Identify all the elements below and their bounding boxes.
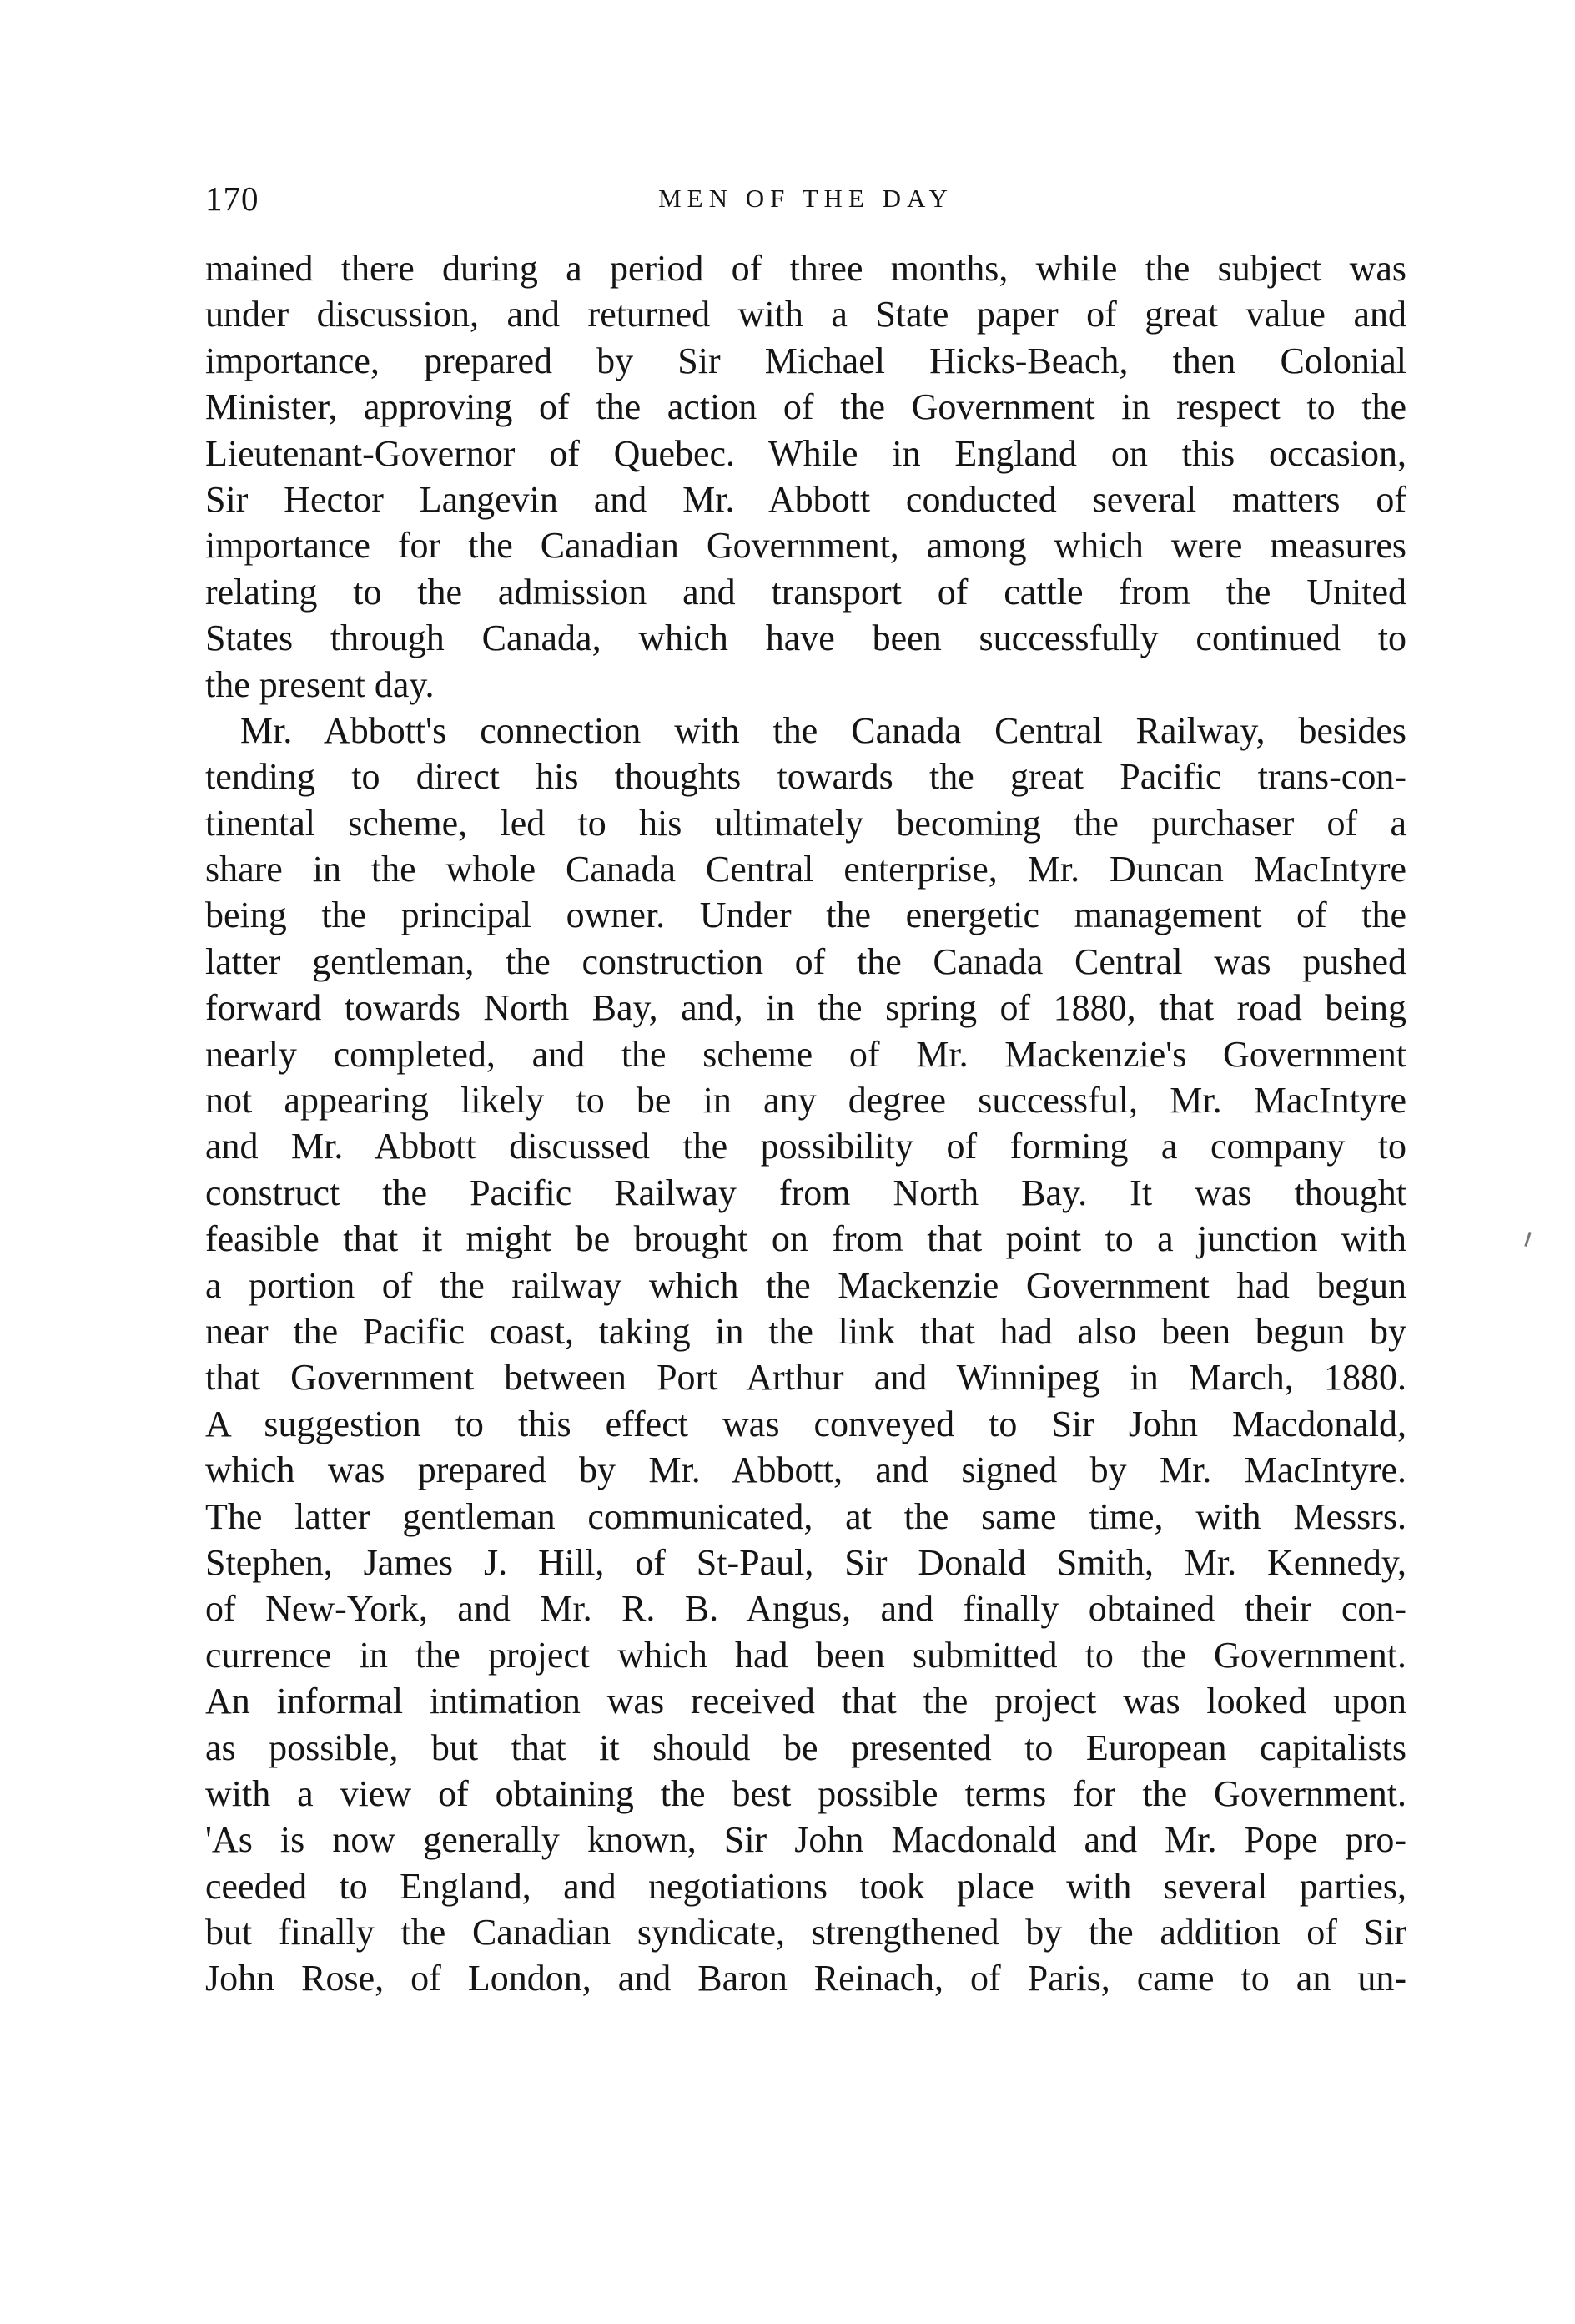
text-line: The latter gentleman communicated, at the same time, with Messrs. <box>205 1495 1406 1537</box>
text-line: not appearing likely to be in any degree successful, Mr. MacIntyre <box>205 1080 1406 1122</box>
text-line: which was prepared by Mr. Abbott, and signed by Mr. MacIntyre. <box>205 1449 1406 1491</box>
text-line: and Mr. Abbott discussed the possibility of forming a company to <box>205 1126 1406 1167</box>
text-line: of New-York, and Mr. R. B. Angus, and finally obtained their con- <box>205 1588 1406 1630</box>
text-line: States through Canada, which have been successfully continued to <box>205 618 1406 659</box>
text-line: Lieutenant-Governor of Quebec. While in England on this occasion, <box>205 432 1406 474</box>
text-line: An informal intimation was received that the project was looked upon <box>205 1681 1406 1722</box>
text-line: being the principal owner. Under the energetic management of the <box>205 895 1406 936</box>
paragraph-end-line: the present day. <box>205 663 435 705</box>
text-line: construct the Pacific Railway from North Bay. It was thought <box>205 1172 1406 1213</box>
text-line: importance, prepared by Sir Michael Hicks-Beach, then Colonial <box>205 340 1406 381</box>
text-line: forward towards North Bay, and, in the spring of 1880, that road being <box>205 987 1406 1029</box>
text-line: tinental scheme, led to his ultimately becoming the purchaser of a <box>205 802 1406 844</box>
text-line: relating to the admission and transport of cattle from the United <box>205 571 1406 613</box>
paragraph-start-line: Mr. Abbott's connection with the Canada Central Railway, besides <box>240 709 1406 751</box>
text-line: under discussion, and returned with a State paper of great value and <box>205 294 1406 335</box>
text-line: 'As is now generally known, Sir John Macdonald and Mr. Pope pro- <box>205 1819 1406 1861</box>
text-line: share in the whole Canada Central enterprise, Mr. Duncan MacIntyre <box>205 849 1406 890</box>
text-line: Stephen, James J. Hill, of St-Paul, Sir Donald Smith, Mr. Kennedy, <box>205 1541 1406 1583</box>
text-line: but finally the Canadian syndicate, strengthened by the addition of Sir <box>205 1912 1406 1953</box>
text-line: feasible that it might be brought on from that point to a junction with <box>205 1218 1406 1260</box>
running-title: MEN OF THE DAY <box>658 184 954 213</box>
text-line: that Government between Port Arthur and Winnipeg in March, 1880. <box>205 1357 1406 1399</box>
text-line: Sir Hector Langevin and Mr. Abbott conducted several matters of <box>205 478 1406 520</box>
text-line: with a view of obtaining the best possible terms for the Government. <box>205 1772 1406 1814</box>
text-line: A suggestion to this effect was conveyed to Sir John Macdonald, <box>205 1403 1406 1444</box>
text-line: ceeded to England, and negotiations took place with several parties, <box>205 1865 1406 1907</box>
text-line: as possible, but that it should be presented to European capitalists <box>205 1727 1406 1768</box>
text-line: John Rose, of London, and Baron Reinach, of Paris, came to an un- <box>205 1958 1406 1999</box>
running-head <box>205 174 1406 224</box>
text-line: currence in the project which had been submitted to the Government. <box>205 1634 1406 1676</box>
text-line: near the Pacific coast, taking in the link that had also been begun by <box>205 1310 1406 1352</box>
text-line: tending to direct his thoughts towards the great Pacific trans-con- <box>205 756 1406 798</box>
text-line: mained there during a period of three months, while the subject was <box>205 248 1406 289</box>
text-line: nearly completed, and the scheme of Mr. Mackenzie's Government <box>205 1033 1406 1075</box>
margin-mark <box>1524 1232 1531 1247</box>
text-line: Minister, approving of the action of the Government in respect to the <box>205 386 1406 428</box>
text-line: latter gentleman, the construction of the Canada Central was pushed <box>205 940 1406 982</box>
page-number: 170 <box>205 179 259 218</box>
text-line: importance for the Canadian Government, among which were measures <box>205 525 1406 567</box>
body-text <box>205 245 1406 2002</box>
text-line: a portion of the railway which the Mackenzie Government had begun <box>205 1264 1406 1306</box>
